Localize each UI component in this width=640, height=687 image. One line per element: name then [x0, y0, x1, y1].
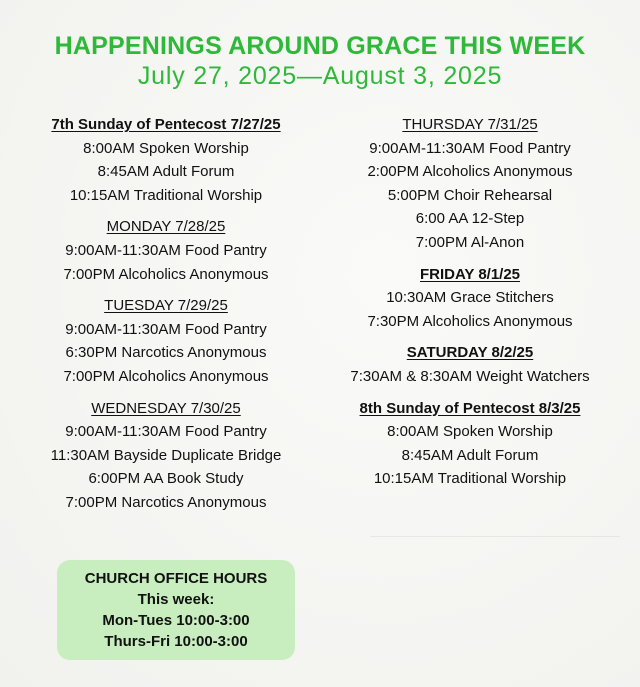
event-item: 10:30AM Grace Stitchers — [386, 289, 554, 307]
event-item: 10:15AM Traditional Worship — [373, 470, 567, 488]
event-item: 6:00 AA 12-Step — [415, 210, 525, 228]
day-heading: WEDNESDAY 7/30/25 — [91, 399, 241, 417]
event-item: 2:00PM Alcoholics Anonymous — [367, 163, 573, 181]
office-hours-line: Thurs-Fri 10:00-3:00 — [104, 633, 248, 650]
day-block — [320, 341, 620, 388]
schedule-left-column — [20, 113, 312, 515]
date-range: July 27, 2025—August 3, 2025 — [137, 62, 503, 90]
schedule-right-column — [320, 113, 620, 491]
event-item: 11:30AM Bayside Duplicate Bridge — [50, 446, 282, 464]
event-item: 6:00PM AA Book Study — [88, 470, 244, 488]
page-title: HAPPENINGS AROUND GRACE THIS WEEK — [54, 32, 586, 60]
day-heading: SATURDAY 8/2/25 — [406, 344, 534, 362]
day-block — [320, 113, 620, 255]
event-item: 6:30PM Narcotics Anonymous — [65, 344, 267, 362]
event-item: 8:45AM Adult Forum — [97, 163, 235, 181]
office-hours-subtitle: This week: — [137, 591, 215, 608]
day-heading: MONDAY 7/28/25 — [106, 218, 226, 236]
day-heading: TUESDAY 7/29/25 — [104, 297, 228, 315]
office-hours-box — [57, 560, 295, 660]
event-item: 7:00PM Alcoholics Anonymous — [63, 265, 269, 283]
day-block — [20, 113, 312, 207]
day-block — [320, 263, 620, 334]
event-item: 10:15AM Traditional Worship — [69, 186, 263, 204]
event-item: 7:30AM & 8:30AM Weight Watchers — [350, 367, 590, 385]
faint-divider — [370, 536, 620, 537]
event-item: 8:00AM Spoken Worship — [387, 423, 553, 441]
office-hours-title: CHURCH OFFICE HOURS — [84, 570, 268, 587]
office-hours-line: Mon-Tues 10:00-3:00 — [102, 612, 250, 629]
day-block — [20, 294, 312, 388]
day-block — [20, 215, 312, 286]
event-item: 9:00AM-11:30AM Food Pantry — [65, 423, 267, 441]
event-item: 7:00PM Narcotics Anonymous — [65, 493, 267, 511]
event-item: 5:00PM Choir Rehearsal — [387, 186, 553, 204]
event-item: 7:30PM Alcoholics Anonymous — [367, 312, 573, 330]
event-item: 9:00AM-11:30AM Food Pantry — [65, 320, 267, 338]
day-block — [320, 397, 620, 491]
event-item: 9:00AM-11:30AM Food Pantry — [65, 241, 267, 259]
event-item: 7:00PM Al-Anon — [415, 233, 525, 251]
day-heading: 7th Sunday of Pentecost 7/27/25 — [51, 116, 281, 133]
day-heading: FRIDAY 8/1/25 — [419, 265, 521, 283]
day-block — [20, 397, 312, 515]
event-item: 7:00PM Alcoholics Anonymous — [63, 367, 269, 385]
event-item: 8:00AM Spoken Worship — [83, 139, 249, 157]
event-item: 8:45AM Adult Forum — [401, 446, 539, 464]
day-heading: 8th Sunday of Pentecost 8/3/25 — [359, 399, 581, 417]
day-heading: THURSDAY 7/31/25 — [402, 116, 538, 133]
event-item: 9:00AM-11:30AM Food Pantry — [369, 139, 571, 157]
